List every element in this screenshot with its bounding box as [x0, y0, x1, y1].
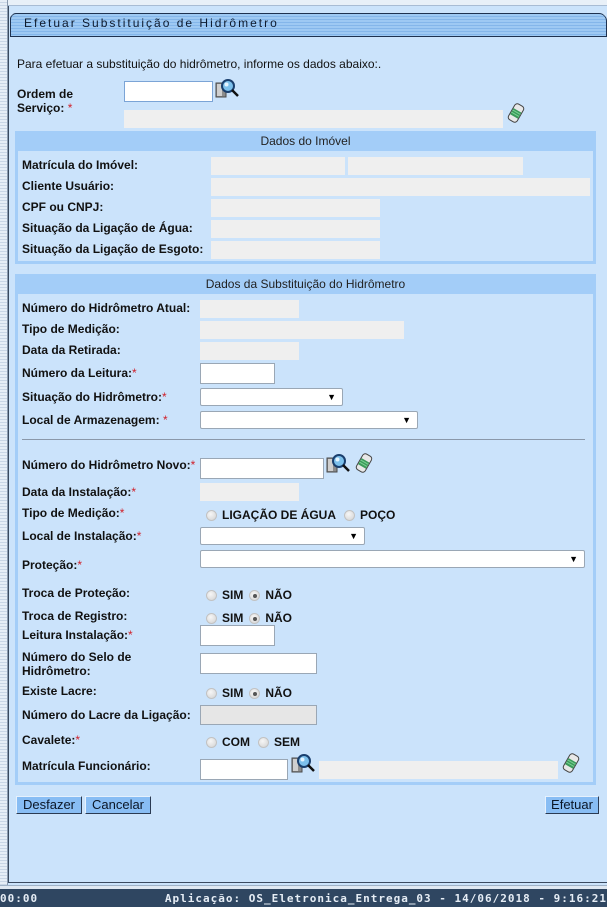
local-instalacao-label-text: Local de Instalação:: [22, 529, 137, 543]
radio-nao-label: NÃO: [265, 611, 293, 625]
radio-existe-lacre-nao[interactable]: [249, 688, 260, 699]
ordem-servico-description: [124, 110, 503, 128]
dropdown-arrow-icon: ▼: [569, 554, 578, 564]
numero-leitura-label: [22, 366, 137, 380]
required-mark: *: [190, 458, 196, 472]
data-retirada-field: [200, 342, 299, 360]
local-armazenagem-label-text: Local de Armazenagem:: [22, 413, 163, 427]
intro-text: Para efetuar a substituição do hidrômetro, informe os dados abaixo:.: [17, 57, 382, 71]
numero-selo-input[interactable]: [200, 653, 317, 674]
cavalete-label-text: Cavalete:: [22, 733, 76, 747]
cpf-cnpj-label: CPF ou CNPJ:: [22, 200, 104, 214]
radio-com-label: COM: [222, 735, 250, 749]
situacao-ligacao-agua-label: Situação da Ligação de Água:: [22, 221, 193, 235]
matricula-funcionario-input[interactable]: [200, 759, 288, 780]
radio-troca-protecao-sim[interactable]: [206, 590, 217, 601]
search-icon[interactable]: [291, 753, 317, 775]
troca-protecao-label: Troca de Proteção:: [22, 586, 131, 600]
cavalete-radio-group: [206, 735, 300, 749]
page-title: Efetuar Substituição de Hidrômetro: [24, 16, 279, 30]
troca-registro-label: Troca de Registro:: [22, 609, 128, 623]
radio-ligacao-agua-label: LIGAÇÃO DE ÁGUA: [222, 508, 336, 522]
situacao-ligacao-agua-field: [211, 220, 380, 238]
data-instalacao-field: [200, 483, 299, 501]
local-instalacao-label: [22, 529, 141, 543]
matricula-imovel-field-2: [348, 157, 523, 175]
numero-lacre-label: Número do Lacre da Ligação:: [22, 708, 191, 722]
eraser-icon[interactable]: [353, 452, 375, 474]
protecao-select[interactable]: [200, 550, 585, 568]
radio-troca-registro-nao[interactable]: [249, 613, 260, 624]
status-application-info: Aplicação: OS_Eletronica_Entrega_03 - 14/06/2018 - 9:16:21: [164, 892, 607, 905]
eraser-icon[interactable]: [560, 752, 582, 774]
cliente-usuario-label: Cliente Usuário:: [22, 179, 115, 193]
situacao-hidrometro-label: [22, 390, 167, 404]
required-mark: *: [136, 529, 142, 543]
situacao-hidrometro-label-text: Situação do Hidrômetro:: [22, 390, 163, 404]
required-mark: *: [131, 485, 137, 499]
cpf-cnpj-field: [211, 199, 380, 217]
dropdown-arrow-icon: ▼: [327, 392, 336, 402]
ordem-servico-input[interactable]: [124, 81, 213, 102]
status-bar: [0, 889, 607, 907]
numero-lacre-input: [200, 705, 317, 725]
numero-selo-label-line1: Número do Selo de: [22, 650, 132, 664]
data-instalacao-label-text: Data da Instalação:: [22, 485, 132, 499]
tipo-medicao-novo-label-text: Tipo de Medição:: [22, 506, 120, 520]
dados-substituicao-header: Dados da Substituição do Hidrômetro: [18, 277, 593, 294]
tipo-medicao-atual-label: Tipo de Medição:: [22, 322, 120, 336]
situacao-hidrometro-select[interactable]: [200, 388, 343, 406]
situacao-ligacao-esgoto-label: Situação da Ligação de Esgoto:: [22, 242, 204, 256]
numero-hidrometro-novo-label-text: Número do Hidrômetro Novo:: [22, 458, 191, 472]
local-armazenagem-label: [22, 413, 168, 427]
radio-sim-label: SIM: [222, 611, 244, 625]
radio-nao-label: NÃO: [265, 686, 293, 700]
local-instalacao-select[interactable]: [200, 527, 365, 545]
numero-hidrometro-atual-label: Número do Hidrômetro Atual:: [22, 301, 191, 315]
required-mark: *: [119, 506, 125, 520]
situacao-ligacao-esgoto-field: [211, 241, 380, 259]
troca-registro-radio-group: [206, 611, 292, 625]
tipo-medicao-novo-label: [22, 506, 124, 520]
radio-sim-label: SIM: [222, 588, 244, 602]
numero-selo-label: [22, 650, 131, 678]
numero-leitura-input[interactable]: [200, 363, 275, 384]
data-instalacao-label: [22, 485, 136, 499]
required-mark: *: [162, 413, 168, 427]
leitura-instalacao-label: [22, 628, 133, 642]
numero-hidrometro-novo-label: [22, 458, 195, 472]
numero-selo-label-line2: Hidrômetro:: [22, 664, 91, 678]
required-mark: *: [162, 390, 167, 404]
data-retirada-label: Data da Retirada:: [22, 343, 121, 357]
ordem-servico-label: [17, 87, 73, 115]
search-icon[interactable]: [326, 453, 352, 475]
required-mark: *: [67, 101, 73, 115]
ordem-servico-label-line1: Ordem de: [17, 87, 74, 101]
radio-troca-registro-sim[interactable]: [206, 613, 217, 624]
leitura-instalacao-label-text: Leitura Instalação:: [22, 628, 129, 642]
required-mark: *: [77, 558, 83, 572]
numero-hidrometro-novo-input[interactable]: [200, 458, 324, 479]
leitura-instalacao-input[interactable]: [200, 625, 275, 646]
left-frame-strip: [0, 0, 8, 885]
tipo-medicao-radio-group: [206, 508, 395, 522]
desfazer-button[interactable]: Desfazer: [16, 796, 82, 814]
radio-nao-label: NÃO: [265, 588, 293, 602]
troca-protecao-radio-group: [206, 588, 292, 602]
ordem-servico-label-line2: Serviço:: [17, 101, 65, 115]
cliente-usuario-field: [211, 178, 590, 196]
eraser-icon[interactable]: [505, 102, 527, 124]
radio-troca-protecao-nao[interactable]: [249, 590, 260, 601]
radio-cavalete-sem[interactable]: [258, 737, 269, 748]
search-icon[interactable]: [215, 78, 241, 100]
radio-poco-label: POÇO: [360, 508, 396, 522]
matricula-imovel-field: [211, 157, 345, 175]
required-mark: *: [128, 628, 133, 642]
status-time: 00:00: [0, 892, 39, 905]
dropdown-arrow-icon: ▼: [349, 531, 358, 541]
tipo-medicao-atual-field: [200, 321, 404, 339]
radio-ligacao-agua[interactable]: [206, 510, 217, 521]
radio-poco[interactable]: [344, 510, 355, 521]
section-divider: [22, 439, 585, 440]
radio-sem-label: SEM: [274, 735, 301, 749]
existe-lacre-label: Existe Lacre:: [22, 684, 97, 698]
matricula-funcionario-description: [319, 761, 558, 779]
dados-imovel-header: Dados do Imóvel: [18, 134, 593, 151]
required-mark: *: [132, 366, 137, 380]
matricula-imovel-label: Matrícula do Imóvel:: [22, 158, 139, 172]
protecao-label: [22, 558, 82, 572]
existe-lacre-radio-group: [206, 686, 292, 700]
efetuar-button[interactable]: Efetuar: [545, 796, 599, 814]
radio-sim-label: SIM: [222, 686, 244, 700]
required-mark: *: [75, 733, 81, 747]
radio-cavalete-com[interactable]: [206, 737, 217, 748]
dropdown-arrow-icon: ▼: [402, 415, 411, 425]
protecao-label-text: Proteção:: [22, 558, 78, 572]
matricula-funcionario-label: Matrícula Funcionário:: [22, 759, 151, 773]
radio-existe-lacre-sim[interactable]: [206, 688, 217, 699]
cancelar-button[interactable]: Cancelar: [85, 796, 151, 814]
numero-hidrometro-atual-field: [200, 300, 299, 318]
numero-leitura-label-text: Número da Leitura:: [22, 366, 133, 380]
cavalete-label: [22, 733, 80, 747]
local-armazenagem-select[interactable]: [200, 411, 418, 429]
